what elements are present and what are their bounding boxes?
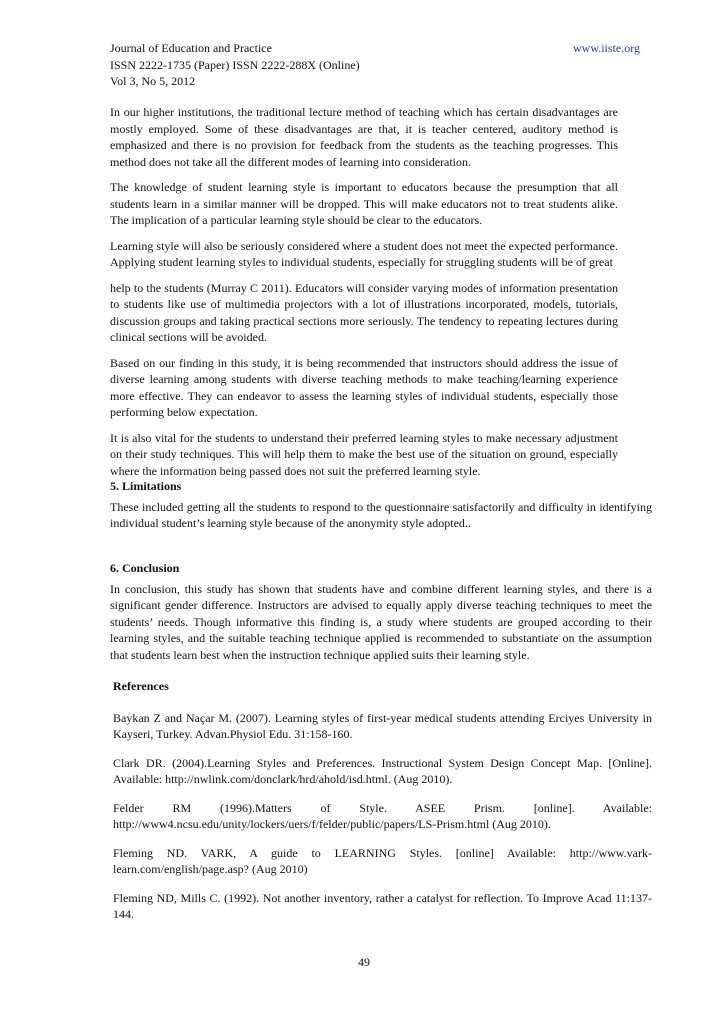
- body-paragraph: help to the students (Murray C 2011). Educators will consider varying modes of information presentation to students like use of multimedia projectors with a lot of illustrations incorporated, models, tutorials, discussion groups and taking practical sections more seriously. The tendency to repeating lectures during clinical sections will be avoided.: [110, 280, 618, 344]
- journal-title: Journal of Education and Practice: [110, 41, 272, 55]
- conclusion-section: [110, 560, 652, 663]
- body-paragraph: Learning style will also be seriously considered where a student does not meet the expected performance. Applying student learning styles to individual students, especially for struggling students will be of great: [110, 238, 618, 269]
- conclusion-text: In conclusion, this study has shown that students have and combine different learning styles, and there is a significant gender difference. Instructors are advised to equally apply diverse teaching techniques to meet the students’ needs. Though informative this finding is, a study where students are grouped according to their learning styles, and the suitable teaching technique applied is recommended to substantiate on the assumption that students learn best when the instruction technique applied suits their learning style.: [110, 581, 652, 662]
- journal-header: [110, 40, 640, 90]
- volume-line: Vol 3, No 5, 2012: [110, 74, 196, 88]
- discussion-body: [110, 104, 618, 488]
- limitations-heading: 5. Limitations: [110, 479, 182, 493]
- issn-line: ISSN 2222-1735 (Paper) ISSN 2222-288X (Online): [110, 57, 360, 72]
- reference-item: Clark DR. (2004).Learning Styles and Preferences. Instructional System Design Concept Map. [Online]. Available: http://nwlink.com/donclark/hrd/ahold/isd.html. (Aug 2010).: [113, 755, 652, 786]
- website-link[interactable]: www.iiste.org: [573, 41, 640, 55]
- reference-item: Felder RM (1996).Matters of Style. ASEE Prism. [online]. Available: http://www4.ncsu.edu/unity/lockers/uers/f/felder/public/papers/LS-Prism.html (Aug 2010).: [113, 800, 652, 831]
- reference-item: Fleming ND. VARK, A guide to LEARNING Styles. [online] Available: http://www.vark-learn.com/english/page.asp? (Aug 2010): [113, 845, 652, 876]
- body-paragraph: It is also vital for the students to understand their preferred learning styles to make necessary adjustment on their study techniques. This will help them to make the best use of the situation on ground, especially where the information being passed does not suit the preferred learning style.: [110, 430, 618, 478]
- references-section: [113, 678, 652, 935]
- conclusion-heading: 6. Conclusion: [110, 561, 180, 575]
- reference-item: Baykan Z and Naçar M. (2007). Learning styles of first-year medical students attending Erciyes University in Kayseri, Turkey. Advan.Physiol Edu. 31:158-160.: [113, 710, 652, 741]
- body-paragraph: Based on our finding in this study, it is being recommended that instructors should address the issue of diverse learning among students with diverse teaching methods to make teaching/learning experience more effective. They can endeavor to assess the learning styles of individual students, especially those performing below expectation.: [110, 355, 618, 419]
- limitations-section: [110, 478, 652, 532]
- body-paragraph: The knowledge of student learning style is important to educators because the presumption that all students learn in a similar manner will be dropped. This will make educators not to treat students alike. The implication of a particular learning style should be clear to the educators.: [110, 180, 618, 227]
- page-number: 49: [358, 955, 370, 969]
- reference-item: Fleming ND, Mills C. (1992). Not another inventory, rather a catalyst for reflection. To Improve Acad 11:137-144.: [113, 890, 652, 921]
- body-paragraph: In our higher institutions, the traditional lecture method of teaching which has certain disadvantages are mostly employed. Some of these disadvantages are that, it is teacher centered, auditory method is emphasized and there is no provision for feedback from the students as the teaching progresses. This method does not take all the different modes of learning into consideration.: [110, 105, 618, 169]
- references-heading: References: [113, 679, 169, 693]
- limitations-text: These included getting all the students to respond to the questionnaire satisfactorily and difficulty in identifying individual student’s learning style because of the anonymity style adopted..: [110, 499, 652, 530]
